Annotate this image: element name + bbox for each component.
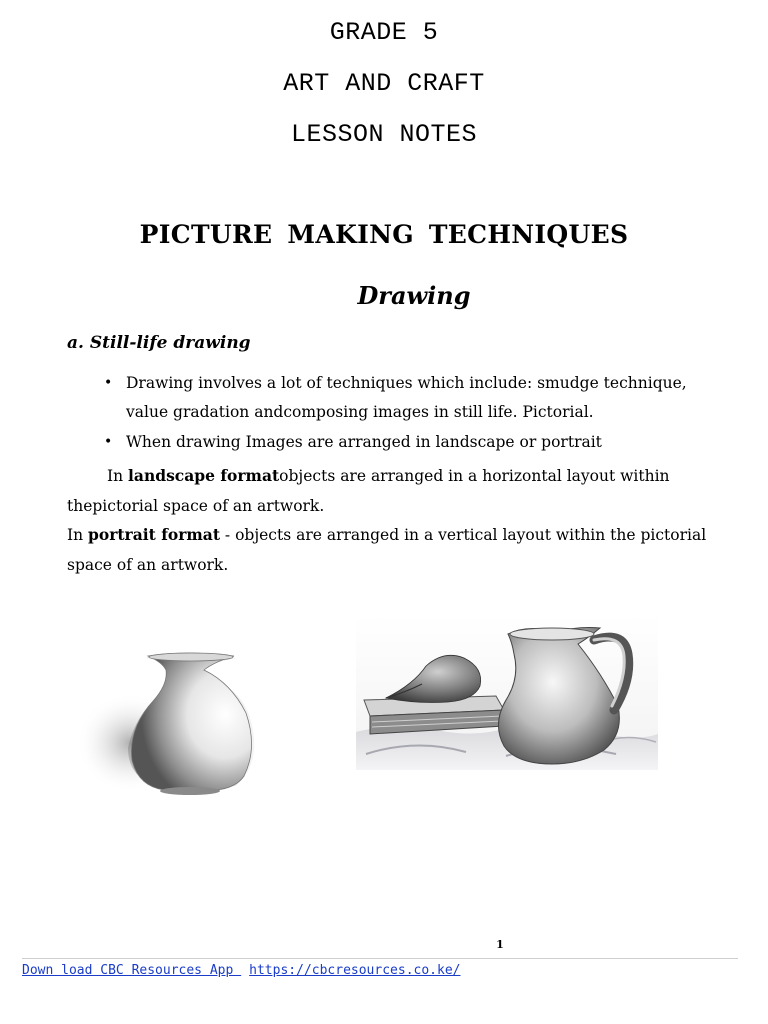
lesson-notes-heading: LESSON NOTES [290,120,478,149]
website-link[interactable]: https://cbcresources.co.ke/ [249,963,461,978]
bullet-text: When drawing Images are arranged in landscape or portrait [126,433,602,451]
paragraph-prefix: In [67,526,89,544]
app-download-link[interactable]: Down load CBC Resources App [22,963,242,978]
bullet-dot-icon: • [104,375,113,391]
landscape-term: landscape format [128,466,280,485]
paragraph-prefix: In [107,467,129,485]
still-life-drawing-image [356,614,658,770]
subject-heading: ART AND CRAFT [283,69,485,98]
bullet-text: Drawing involves a lot of techniques which include: smudge technique, value gradation andcomposing images in still life. Pictorial. [126,374,687,421]
grade-heading: GRADE 5 [329,18,439,47]
paragraph-text: - objects are arranged in a vertical layout within the pictorial space of an artwork. [67,526,707,574]
footer [22,963,460,978]
bullet-item [104,428,726,457]
page-subtitle: Drawing [357,281,471,310]
page-number: 1 [496,938,504,951]
footer-divider [22,958,738,959]
bullet-dot-icon: • [104,434,113,450]
bullet-item [104,369,726,427]
portrait-paragraph [67,520,717,580]
landscape-paragraph [67,461,717,521]
paragraph-text: objects are arranged in a horizontal layout within thepictorial space of an artwork. [67,467,670,515]
page-title: PICTURE MAKING TECHNIQUES [139,220,629,249]
section-heading: a. Still-life drawing [67,333,251,353]
vase-drawing-image [76,648,256,798]
portrait-term: portrait format [88,525,220,544]
